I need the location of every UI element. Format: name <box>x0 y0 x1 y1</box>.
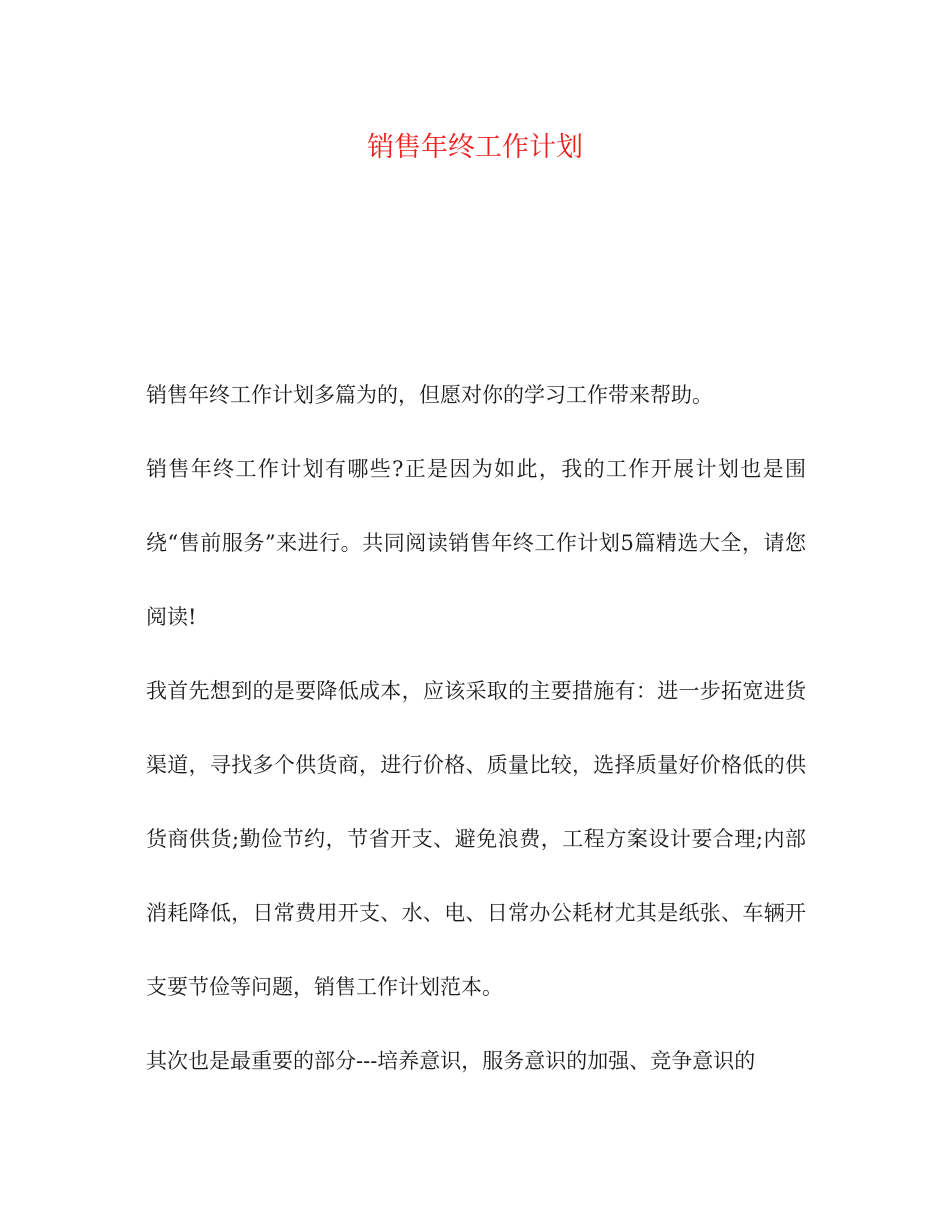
document-title: 销售年终工作计划 <box>367 132 583 163</box>
document-body <box>146 358 806 1098</box>
paragraph-awareness: 其次也是最重要的部分---培养意识，服务意识的加强、竞争意识的 <box>146 1049 756 1073</box>
paragraph-overview: 销售年终工作计划有哪些?正是因为如此，我的工作开展计划也是围绕“售前服务”来进行。共同阅读销售年终工作计划5篇精选大全，请您阅读! <box>146 457 806 629</box>
paragraph-intro: 销售年终工作计划多篇为的，但愿对你的学习工作带来帮助。 <box>146 383 713 407</box>
paragraph-cost-reduction: 我首先想到的是要降低成本，应该采取的主要措施有：进一步拓宽进货渠道，寻找多个供货商，进行价格、质量比较，选择质量好价格低的供货商供货;勤俭节约，节省开支、避免浪费，工程方案设计要合理;内部消耗降低，日常费用开支、水、电、日常办公耗材尤其是纸张、车辆开支要节俭等问题，销售工作计划范本。 <box>146 679 806 999</box>
